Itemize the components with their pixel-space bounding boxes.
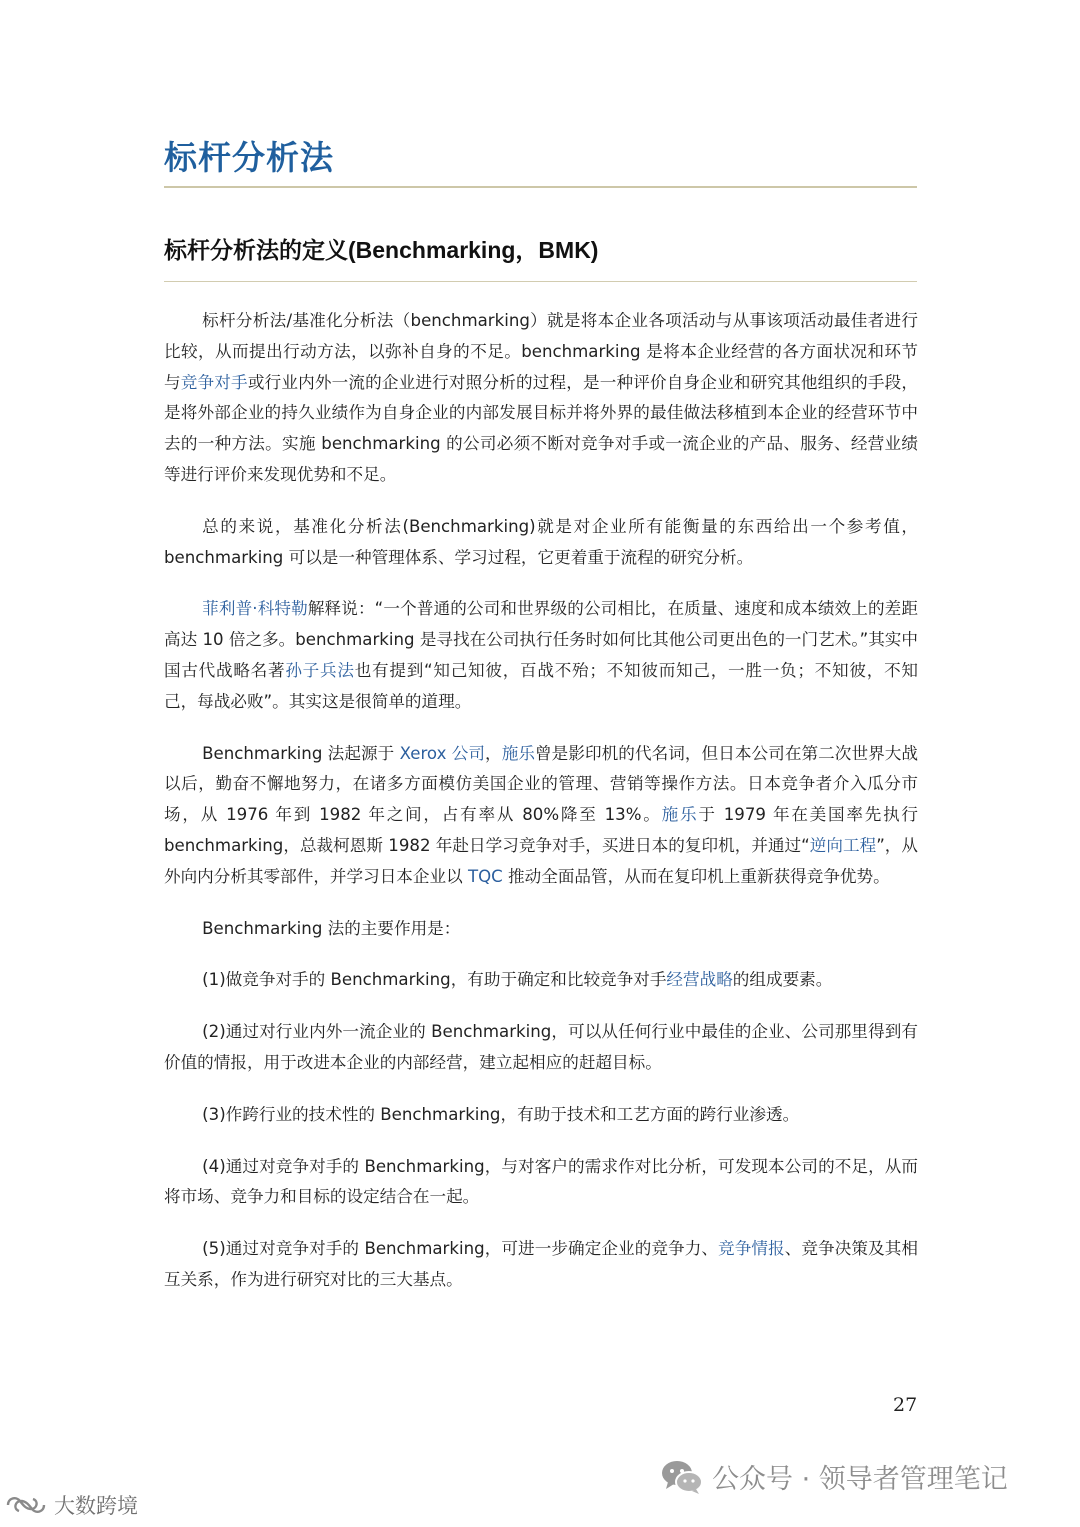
brand-watermark <box>4 1490 138 1520</box>
section-divider <box>164 281 917 282</box>
wechat-icon <box>660 1458 704 1496</box>
inline-link[interactable]: 逆向工程 <box>809 835 877 855</box>
inline-link[interactable]: TQC <box>467 866 503 886</box>
paragraph-text: 也有提到“知己知彼，百战不殆；不知彼而知己，一胜一负；不知彼，不知己，每战必败”。其实这是很简单的道理。 <box>164 660 918 711</box>
section-heading-cn: 标杆分析法的定义 <box>164 238 348 264</box>
section-heading <box>164 232 598 269</box>
paragraph-text: (4)通过对竞争对手的 Benchmarking，与对客户的需求作对比分析，可发现本公司的不足，从而将市场、竞争力和目标的设定结合在一起。 <box>164 1156 918 1207</box>
inline-link[interactable]: 经营战略 <box>666 970 733 990</box>
paragraph <box>164 512 918 574</box>
paragraph-text: 推动全面品管，从而在复印机上重新获得竞争优势。 <box>502 866 890 886</box>
paragraph-text: 、竞争决策及其相互关系，作为进行研究对比的三大基点。 <box>164 1239 918 1289</box>
paragraph <box>164 914 918 945</box>
wechat-watermark-text: 公众号 · 领导者管理笔记 <box>712 1464 1008 1495</box>
paragraph <box>164 965 918 996</box>
paragraph <box>164 1017 918 1079</box>
paragraph <box>164 1234 918 1296</box>
paragraph-text: Benchmarking 法起源于 <box>202 743 400 763</box>
paragraph <box>164 1152 918 1214</box>
body-text <box>164 306 918 1317</box>
paragraph-text: ”，从外向内分析其零部件，并学习日本企业以 <box>164 835 918 886</box>
paragraph <box>164 594 918 717</box>
paragraph-text: 总的来说，基准化分析法(Benchmarking)就是对企业所有能衡量的东西给出一个参考值，benchmarking 可以是一种管理体系、学习过程，它更着重于流程的研究分析。 <box>164 516 918 567</box>
paragraph-text: 的组成要素。 <box>732 970 833 990</box>
paragraph-text: ， <box>485 743 502 763</box>
brand-logo-icon <box>4 1492 48 1518</box>
inline-link[interactable]: 竞争情报 <box>718 1239 785 1259</box>
paragraph-text: 于 1979 年在美国率先执行 benchmarking，总裁柯恩斯 1982 年赴日学习竞争对手，买进日本的复印机，并通过“ <box>164 805 919 855</box>
wechat-watermark <box>660 1457 1008 1496</box>
paragraph-text: (3)作跨行业的技术性的 Benchmarking，有助于技术和工艺方面的跨行业渗透。 <box>202 1104 800 1124</box>
paragraph-text: Benchmarking 法的主要作用是： <box>202 918 461 938</box>
paragraph-text: (1)做竞争对手的 Benchmarking，有助于确定和比较竞争对手 <box>202 970 667 990</box>
paragraph <box>164 1100 918 1131</box>
inline-link[interactable]: 竞争对手 <box>180 372 248 392</box>
paragraph-text: (5)通过对竞争对手的 Benchmarking，可进一步确定企业的竞争力、 <box>202 1239 719 1259</box>
inline-link[interactable]: 菲利普·科特勒 <box>202 599 308 619</box>
inline-link[interactable]: Xerox 公司 <box>399 743 486 763</box>
brand-watermark-text: 大数跨境 <box>54 1494 138 1518</box>
inline-link[interactable]: 施乐 <box>501 743 536 763</box>
inline-link[interactable]: 施乐 <box>661 805 699 825</box>
paragraph-text: 标杆分析法/基准化分析法（benchmarking）就是将本企业各项活动与从事该项活动最佳者进行比较，从而提出行动方法，以弥补自身的不足。benchmarking 是将本企业经营的各方面状况和环节与 <box>164 311 918 392</box>
paragraph <box>164 306 918 491</box>
section-heading-en: (Benchmarking，BMK) <box>348 237 599 263</box>
page-number: 27 <box>893 1394 918 1416</box>
paragraph-text: 解释说：“一个普通的公司和世界级的公司相比，在质量、速度和成本绩效上的差距高达 10 倍之多。benchmarking 是寻找在公司执行任务时如何比其他公司更出色的一门艺术。”其实中国古代战略名著 <box>164 599 918 680</box>
page-title: 标杆分析法 <box>164 138 334 177</box>
inline-link[interactable]: 孙子兵法 <box>285 660 355 680</box>
paragraph-text: (2)通过对行业内外一流企业的 Benchmarking，可以从任何行业中最佳的企业、公司那里得到有价值的情报，用于改进本企业的内部经营，建立起相应的赶超目标。 <box>164 1022 918 1072</box>
paragraph-text: 或行业内外一流的企业进行对照分析的过程，是一种评价自身企业和研究其他组织的手段，是将外部企业的持久业绩作为自身企业的内部发展目标并将外界的最佳做法移植到本企业的经营环节中去的一种方法。实施 benchmarking 的公司必须不断对竞争对手或一流企业的产品、服务、经营业绩等进行评价来发现优势和不足。 <box>164 372 919 484</box>
paragraph <box>164 739 918 893</box>
paragraph-text: 曾是影印机的代名词，但日本公司在第二次世界大战以后，勤奋不懈地努力，在诸多方面模仿美国企业的管理、营销等操作方法。日本竞争者介入瓜分市场，从 1976 年到 1982 年之间，占有率从 80%降至 13%。 <box>164 743 919 825</box>
title-divider <box>164 186 917 188</box>
